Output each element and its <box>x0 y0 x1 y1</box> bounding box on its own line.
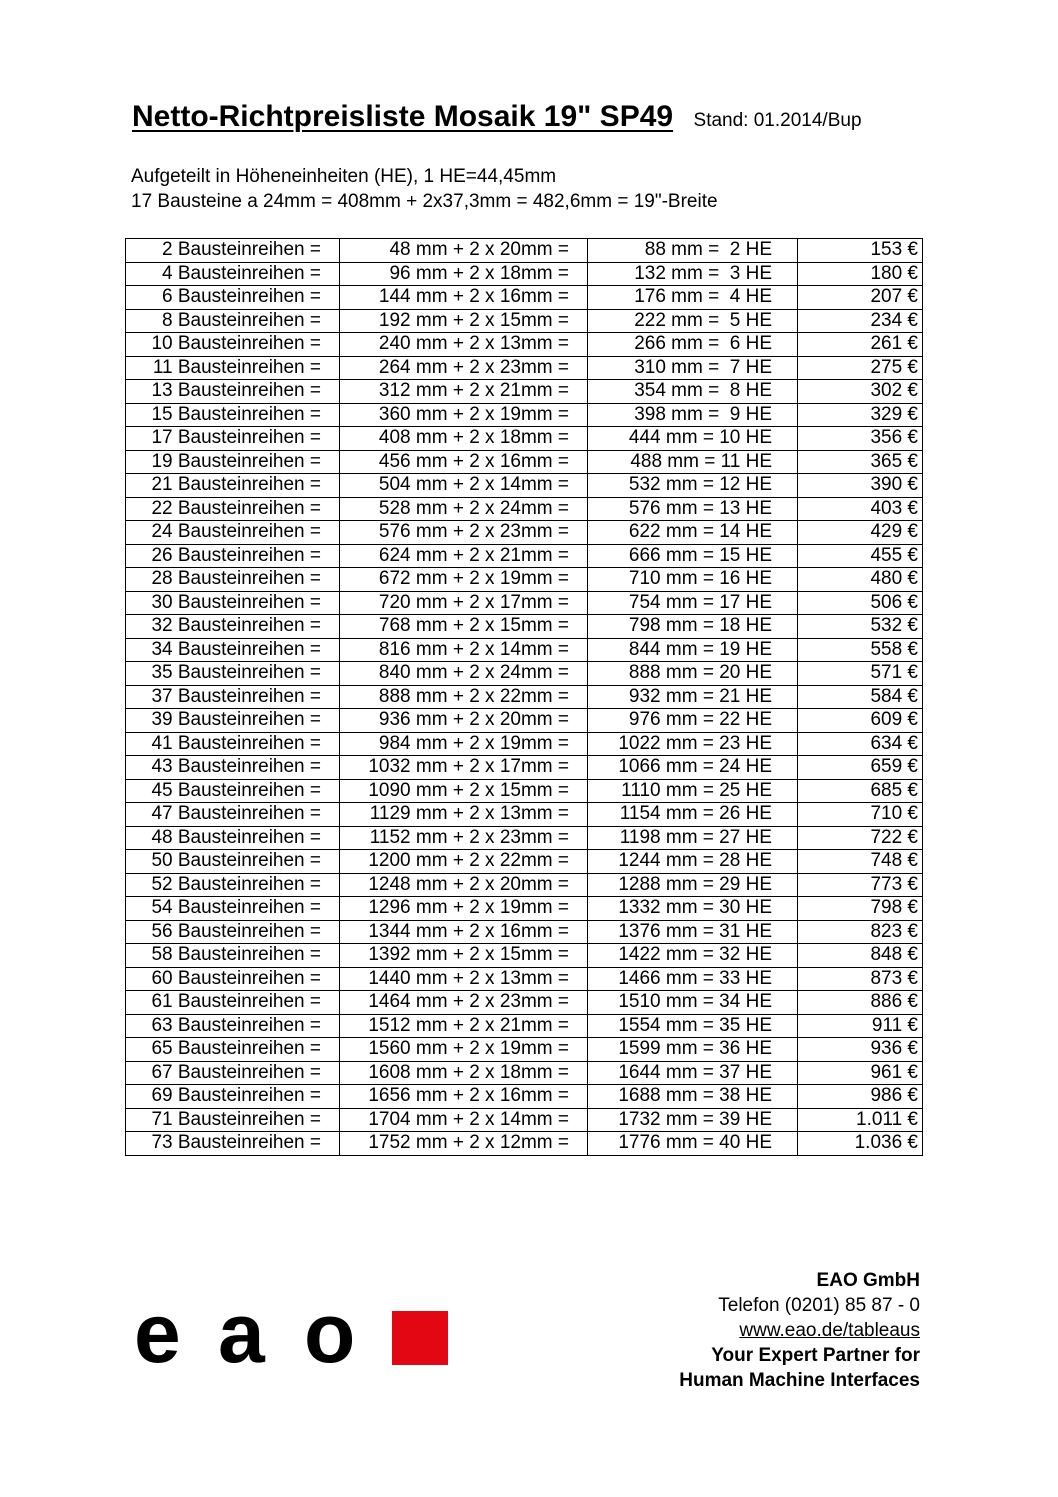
price-cell: 634 € <box>798 732 923 756</box>
rows-cell: 30 Bausteinreihen = <box>126 591 340 615</box>
table-row <box>126 591 923 615</box>
price-table-body <box>126 239 923 1156</box>
logo-letter-a: a <box>218 1298 265 1373</box>
rows-cell: 56 Bausteinreihen = <box>126 920 340 944</box>
rows-cell: 48 Bausteinreihen = <box>126 826 340 850</box>
price-cell: 302 € <box>798 380 923 404</box>
table-row <box>126 944 923 968</box>
price-cell: 798 € <box>798 897 923 921</box>
table-row <box>126 803 923 827</box>
height-cell: 176 mm = 4 HE <box>588 286 798 310</box>
price-cell: 261 € <box>798 333 923 357</box>
height-cell: 398 mm = 9 HE <box>588 403 798 427</box>
dimension-cell: 360 mm + 2 x 19mm = <box>340 403 588 427</box>
price-cell: 986 € <box>798 1085 923 1109</box>
height-cell: 1244 mm = 28 HE <box>588 850 798 874</box>
table-row <box>126 333 923 357</box>
rows-cell: 21 Bausteinreihen = <box>126 474 340 498</box>
table-row <box>126 286 923 310</box>
rows-cell: 67 Bausteinreihen = <box>126 1061 340 1085</box>
rows-cell: 47 Bausteinreihen = <box>126 803 340 827</box>
table-row <box>126 779 923 803</box>
rows-cell: 15 Bausteinreihen = <box>126 403 340 427</box>
height-cell: 1066 mm = 24 HE <box>588 756 798 780</box>
table-row <box>126 967 923 991</box>
price-cell: 773 € <box>798 873 923 897</box>
table-row <box>126 1014 923 1038</box>
height-cell: 1110 mm = 25 HE <box>588 779 798 803</box>
price-cell: 685 € <box>798 779 923 803</box>
price-cell: 180 € <box>798 262 923 286</box>
height-cell: 1776 mm = 40 HE <box>588 1132 798 1156</box>
company-name: EAO GmbH <box>816 1270 920 1291</box>
table-row <box>126 521 923 545</box>
rows-cell: 37 Bausteinreihen = <box>126 685 340 709</box>
dimension-cell: 1704 mm + 2 x 14mm = <box>340 1108 588 1132</box>
table-row <box>126 685 923 709</box>
table-row <box>126 544 923 568</box>
height-cell: 1154 mm = 26 HE <box>588 803 798 827</box>
rows-cell: 10 Bausteinreihen = <box>126 333 340 357</box>
dimension-cell: 888 mm + 2 x 22mm = <box>340 685 588 709</box>
price-cell: 365 € <box>798 450 923 474</box>
price-cell: 275 € <box>798 356 923 380</box>
price-cell: 936 € <box>798 1038 923 1062</box>
rows-cell: 71 Bausteinreihen = <box>126 1108 340 1132</box>
height-cell: 844 mm = 19 HE <box>588 638 798 662</box>
dimension-cell: 768 mm + 2 x 15mm = <box>340 615 588 639</box>
dimension-cell: 1440 mm + 2 x 13mm = <box>340 967 588 991</box>
height-cell: 976 mm = 22 HE <box>588 709 798 733</box>
dimension-cell: 624 mm + 2 x 21mm = <box>340 544 588 568</box>
dimension-cell: 984 mm + 2 x 19mm = <box>340 732 588 756</box>
rows-cell: 4 Bausteinreihen = <box>126 262 340 286</box>
rows-cell: 43 Bausteinreihen = <box>126 756 340 780</box>
price-cell: 911 € <box>798 1014 923 1038</box>
dimension-cell: 1032 mm + 2 x 17mm = <box>340 756 588 780</box>
table-row <box>126 850 923 874</box>
table-row <box>126 1108 923 1132</box>
table-row <box>126 897 923 921</box>
rows-cell: 34 Bausteinreihen = <box>126 638 340 662</box>
price-cell: 748 € <box>798 850 923 874</box>
footer-contact <box>679 1268 920 1393</box>
table-row <box>126 1038 923 1062</box>
table-row <box>126 1132 923 1156</box>
height-cell: 266 mm = 6 HE <box>588 333 798 357</box>
dimension-cell: 672 mm + 2 x 19mm = <box>340 568 588 592</box>
rows-cell: 50 Bausteinreihen = <box>126 850 340 874</box>
height-cell: 932 mm = 21 HE <box>588 685 798 709</box>
tagline-line-1: Your Expert Partner for <box>711 1345 920 1366</box>
rows-cell: 60 Bausteinreihen = <box>126 967 340 991</box>
height-cell: 710 mm = 16 HE <box>588 568 798 592</box>
height-cell: 1332 mm = 30 HE <box>588 897 798 921</box>
table-row <box>126 638 923 662</box>
rows-cell: 22 Bausteinreihen = <box>126 497 340 521</box>
dimension-cell: 456 mm + 2 x 16mm = <box>340 450 588 474</box>
dimension-cell: 1296 mm + 2 x 19mm = <box>340 897 588 921</box>
height-cell: 444 mm = 10 HE <box>588 427 798 451</box>
height-cell: 1510 mm = 34 HE <box>588 991 798 1015</box>
rows-cell: 19 Bausteinreihen = <box>126 450 340 474</box>
table-row <box>126 615 923 639</box>
price-cell: 558 € <box>798 638 923 662</box>
rows-cell: 54 Bausteinreihen = <box>126 897 340 921</box>
height-cell: 754 mm = 17 HE <box>588 591 798 615</box>
price-cell: 886 € <box>798 991 923 1015</box>
rows-cell: 8 Bausteinreihen = <box>126 309 340 333</box>
dimension-cell: 1752 mm + 2 x 12mm = <box>340 1132 588 1156</box>
dimension-cell: 1248 mm + 2 x 20mm = <box>340 873 588 897</box>
rows-cell: 63 Bausteinreihen = <box>126 1014 340 1038</box>
rows-cell: 32 Bausteinreihen = <box>126 615 340 639</box>
price-cell: 873 € <box>798 967 923 991</box>
dimension-cell: 1392 mm + 2 x 15mm = <box>340 944 588 968</box>
height-cell: 132 mm = 3 HE <box>588 262 798 286</box>
title-row <box>132 100 862 134</box>
price-cell: 823 € <box>798 920 923 944</box>
rows-cell: 39 Bausteinreihen = <box>126 709 340 733</box>
logo-letter-e: e <box>134 1298 181 1373</box>
rows-cell: 58 Bausteinreihen = <box>126 944 340 968</box>
rows-cell: 17 Bausteinreihen = <box>126 427 340 451</box>
table-row <box>126 991 923 1015</box>
dimension-cell: 264 mm + 2 x 23mm = <box>340 356 588 380</box>
price-cell: 506 € <box>798 591 923 615</box>
table-row <box>126 732 923 756</box>
dimension-cell: 1464 mm + 2 x 23mm = <box>340 991 588 1015</box>
height-cell: 1688 mm = 38 HE <box>588 1085 798 1109</box>
height-cell: 1732 mm = 39 HE <box>588 1108 798 1132</box>
table-row <box>126 403 923 427</box>
dimension-cell: 1129 mm + 2 x 13mm = <box>340 803 588 827</box>
price-cell: 455 € <box>798 544 923 568</box>
height-cell: 1599 mm = 36 HE <box>588 1038 798 1062</box>
dimension-cell: 528 mm + 2 x 24mm = <box>340 497 588 521</box>
table-row <box>126 826 923 850</box>
rows-cell: 35 Bausteinreihen = <box>126 662 340 686</box>
price-cell: 1.036 € <box>798 1132 923 1156</box>
table-row <box>126 497 923 521</box>
price-cell: 584 € <box>798 685 923 709</box>
table-row <box>126 450 923 474</box>
table-row <box>126 920 923 944</box>
dimension-cell: 576 mm + 2 x 23mm = <box>340 521 588 545</box>
table-row <box>126 1061 923 1085</box>
table-row <box>126 380 923 404</box>
height-cell: 1288 mm = 29 HE <box>588 873 798 897</box>
dimension-cell: 816 mm + 2 x 14mm = <box>340 638 588 662</box>
rows-cell: 28 Bausteinreihen = <box>126 568 340 592</box>
rows-cell: 2 Bausteinreihen = <box>126 239 340 263</box>
height-cell: 622 mm = 14 HE <box>588 521 798 545</box>
eao-logo <box>134 1298 454 1373</box>
price-cell: 329 € <box>798 403 923 427</box>
dimension-cell: 1512 mm + 2 x 21mm = <box>340 1014 588 1038</box>
rows-cell: 11 Bausteinreihen = <box>126 356 340 380</box>
height-cell: 488 mm = 11 HE <box>588 450 798 474</box>
rows-cell: 26 Bausteinreihen = <box>126 544 340 568</box>
price-cell: 429 € <box>798 521 923 545</box>
dimension-cell: 1656 mm + 2 x 16mm = <box>340 1085 588 1109</box>
rows-cell: 61 Bausteinreihen = <box>126 991 340 1015</box>
logo-letter-o: o <box>304 1298 356 1373</box>
price-cell: 207 € <box>798 286 923 310</box>
dimension-cell: 1152 mm + 2 x 23mm = <box>340 826 588 850</box>
price-cell: 153 € <box>798 239 923 263</box>
height-cell: 354 mm = 8 HE <box>588 380 798 404</box>
table-row <box>126 1085 923 1109</box>
rows-cell: 6 Bausteinreihen = <box>126 286 340 310</box>
dimension-cell: 936 mm + 2 x 20mm = <box>340 709 588 733</box>
logo-red-square <box>392 1311 448 1365</box>
stand-date: Stand: 01.2014/Bup <box>693 110 862 131</box>
table-row <box>126 474 923 498</box>
table-row <box>126 239 923 263</box>
table-row <box>126 709 923 733</box>
table-row <box>126 309 923 333</box>
dimension-cell: 48 mm + 2 x 20mm = <box>340 239 588 263</box>
rows-cell: 52 Bausteinreihen = <box>126 873 340 897</box>
price-cell: 356 € <box>798 427 923 451</box>
table-row <box>126 873 923 897</box>
price-cell: 390 € <box>798 474 923 498</box>
dimension-cell: 408 mm + 2 x 18mm = <box>340 427 588 451</box>
website-link[interactable]: www.eao.de/tableaus <box>739 1320 920 1341</box>
dimension-cell: 1090 mm + 2 x 15mm = <box>340 779 588 803</box>
height-cell: 576 mm = 13 HE <box>588 497 798 521</box>
height-cell: 532 mm = 12 HE <box>588 474 798 498</box>
dimension-cell: 1344 mm + 2 x 16mm = <box>340 920 588 944</box>
price-table <box>125 238 923 1156</box>
table-row <box>126 262 923 286</box>
price-cell: 961 € <box>798 1061 923 1085</box>
table-row <box>126 427 923 451</box>
height-cell: 798 mm = 18 HE <box>588 615 798 639</box>
price-cell: 571 € <box>798 662 923 686</box>
rows-cell: 45 Bausteinreihen = <box>126 779 340 803</box>
price-cell: 480 € <box>798 568 923 592</box>
table-row <box>126 756 923 780</box>
height-cell: 1422 mm = 32 HE <box>588 944 798 968</box>
rows-cell: 65 Bausteinreihen = <box>126 1038 340 1062</box>
table-row <box>126 662 923 686</box>
height-cell: 222 mm = 5 HE <box>588 309 798 333</box>
height-cell: 310 mm = 7 HE <box>588 356 798 380</box>
table-row <box>126 568 923 592</box>
tagline-line-2: Human Machine Interfaces <box>679 1370 920 1391</box>
intro-line-2: 17 Bausteine a 24mm = 408mm + 2x37,3mm = 482,6mm = 19"-Breite <box>131 191 718 212</box>
height-cell: 1554 mm = 35 HE <box>588 1014 798 1038</box>
price-cell: 848 € <box>798 944 923 968</box>
rows-cell: 13 Bausteinreihen = <box>126 380 340 404</box>
price-cell: 609 € <box>798 709 923 733</box>
rows-cell: 41 Bausteinreihen = <box>126 732 340 756</box>
price-cell: 710 € <box>798 803 923 827</box>
rows-cell: 73 Bausteinreihen = <box>126 1132 340 1156</box>
price-cell: 234 € <box>798 309 923 333</box>
dimension-cell: 1200 mm + 2 x 22mm = <box>340 850 588 874</box>
price-cell: 1.011 € <box>798 1108 923 1132</box>
dimension-cell: 144 mm + 2 x 16mm = <box>340 286 588 310</box>
intro-line-1: Aufgeteilt in Höheneinheiten (HE), 1 HE=44,45mm <box>131 166 557 187</box>
height-cell: 888 mm = 20 HE <box>588 662 798 686</box>
height-cell: 1198 mm = 27 HE <box>588 826 798 850</box>
price-cell: 722 € <box>798 826 923 850</box>
table-row <box>126 356 923 380</box>
dimension-cell: 1560 mm + 2 x 19mm = <box>340 1038 588 1062</box>
intro-text <box>131 164 718 214</box>
dimension-cell: 240 mm + 2 x 13mm = <box>340 333 588 357</box>
height-cell: 1466 mm = 33 HE <box>588 967 798 991</box>
price-cell: 403 € <box>798 497 923 521</box>
height-cell: 88 mm = 2 HE <box>588 239 798 263</box>
dimension-cell: 504 mm + 2 x 14mm = <box>340 474 588 498</box>
dimension-cell: 192 mm + 2 x 15mm = <box>340 309 588 333</box>
dimension-cell: 96 mm + 2 x 18mm = <box>340 262 588 286</box>
dimension-cell: 840 mm + 2 x 24mm = <box>340 662 588 686</box>
phone-number: Telefon (0201) 85 87 - 0 <box>718 1295 920 1316</box>
dimension-cell: 312 mm + 2 x 21mm = <box>340 380 588 404</box>
rows-cell: 69 Bausteinreihen = <box>126 1085 340 1109</box>
page-title: Netto-Richtpreisliste Mosaik 19" SP49 <box>132 100 674 133</box>
dimension-cell: 720 mm + 2 x 17mm = <box>340 591 588 615</box>
rows-cell: 24 Bausteinreihen = <box>126 521 340 545</box>
price-cell: 532 € <box>798 615 923 639</box>
price-cell: 659 € <box>798 756 923 780</box>
height-cell: 666 mm = 15 HE <box>588 544 798 568</box>
height-cell: 1376 mm = 31 HE <box>588 920 798 944</box>
dimension-cell: 1608 mm + 2 x 18mm = <box>340 1061 588 1085</box>
height-cell: 1022 mm = 23 HE <box>588 732 798 756</box>
height-cell: 1644 mm = 37 HE <box>588 1061 798 1085</box>
